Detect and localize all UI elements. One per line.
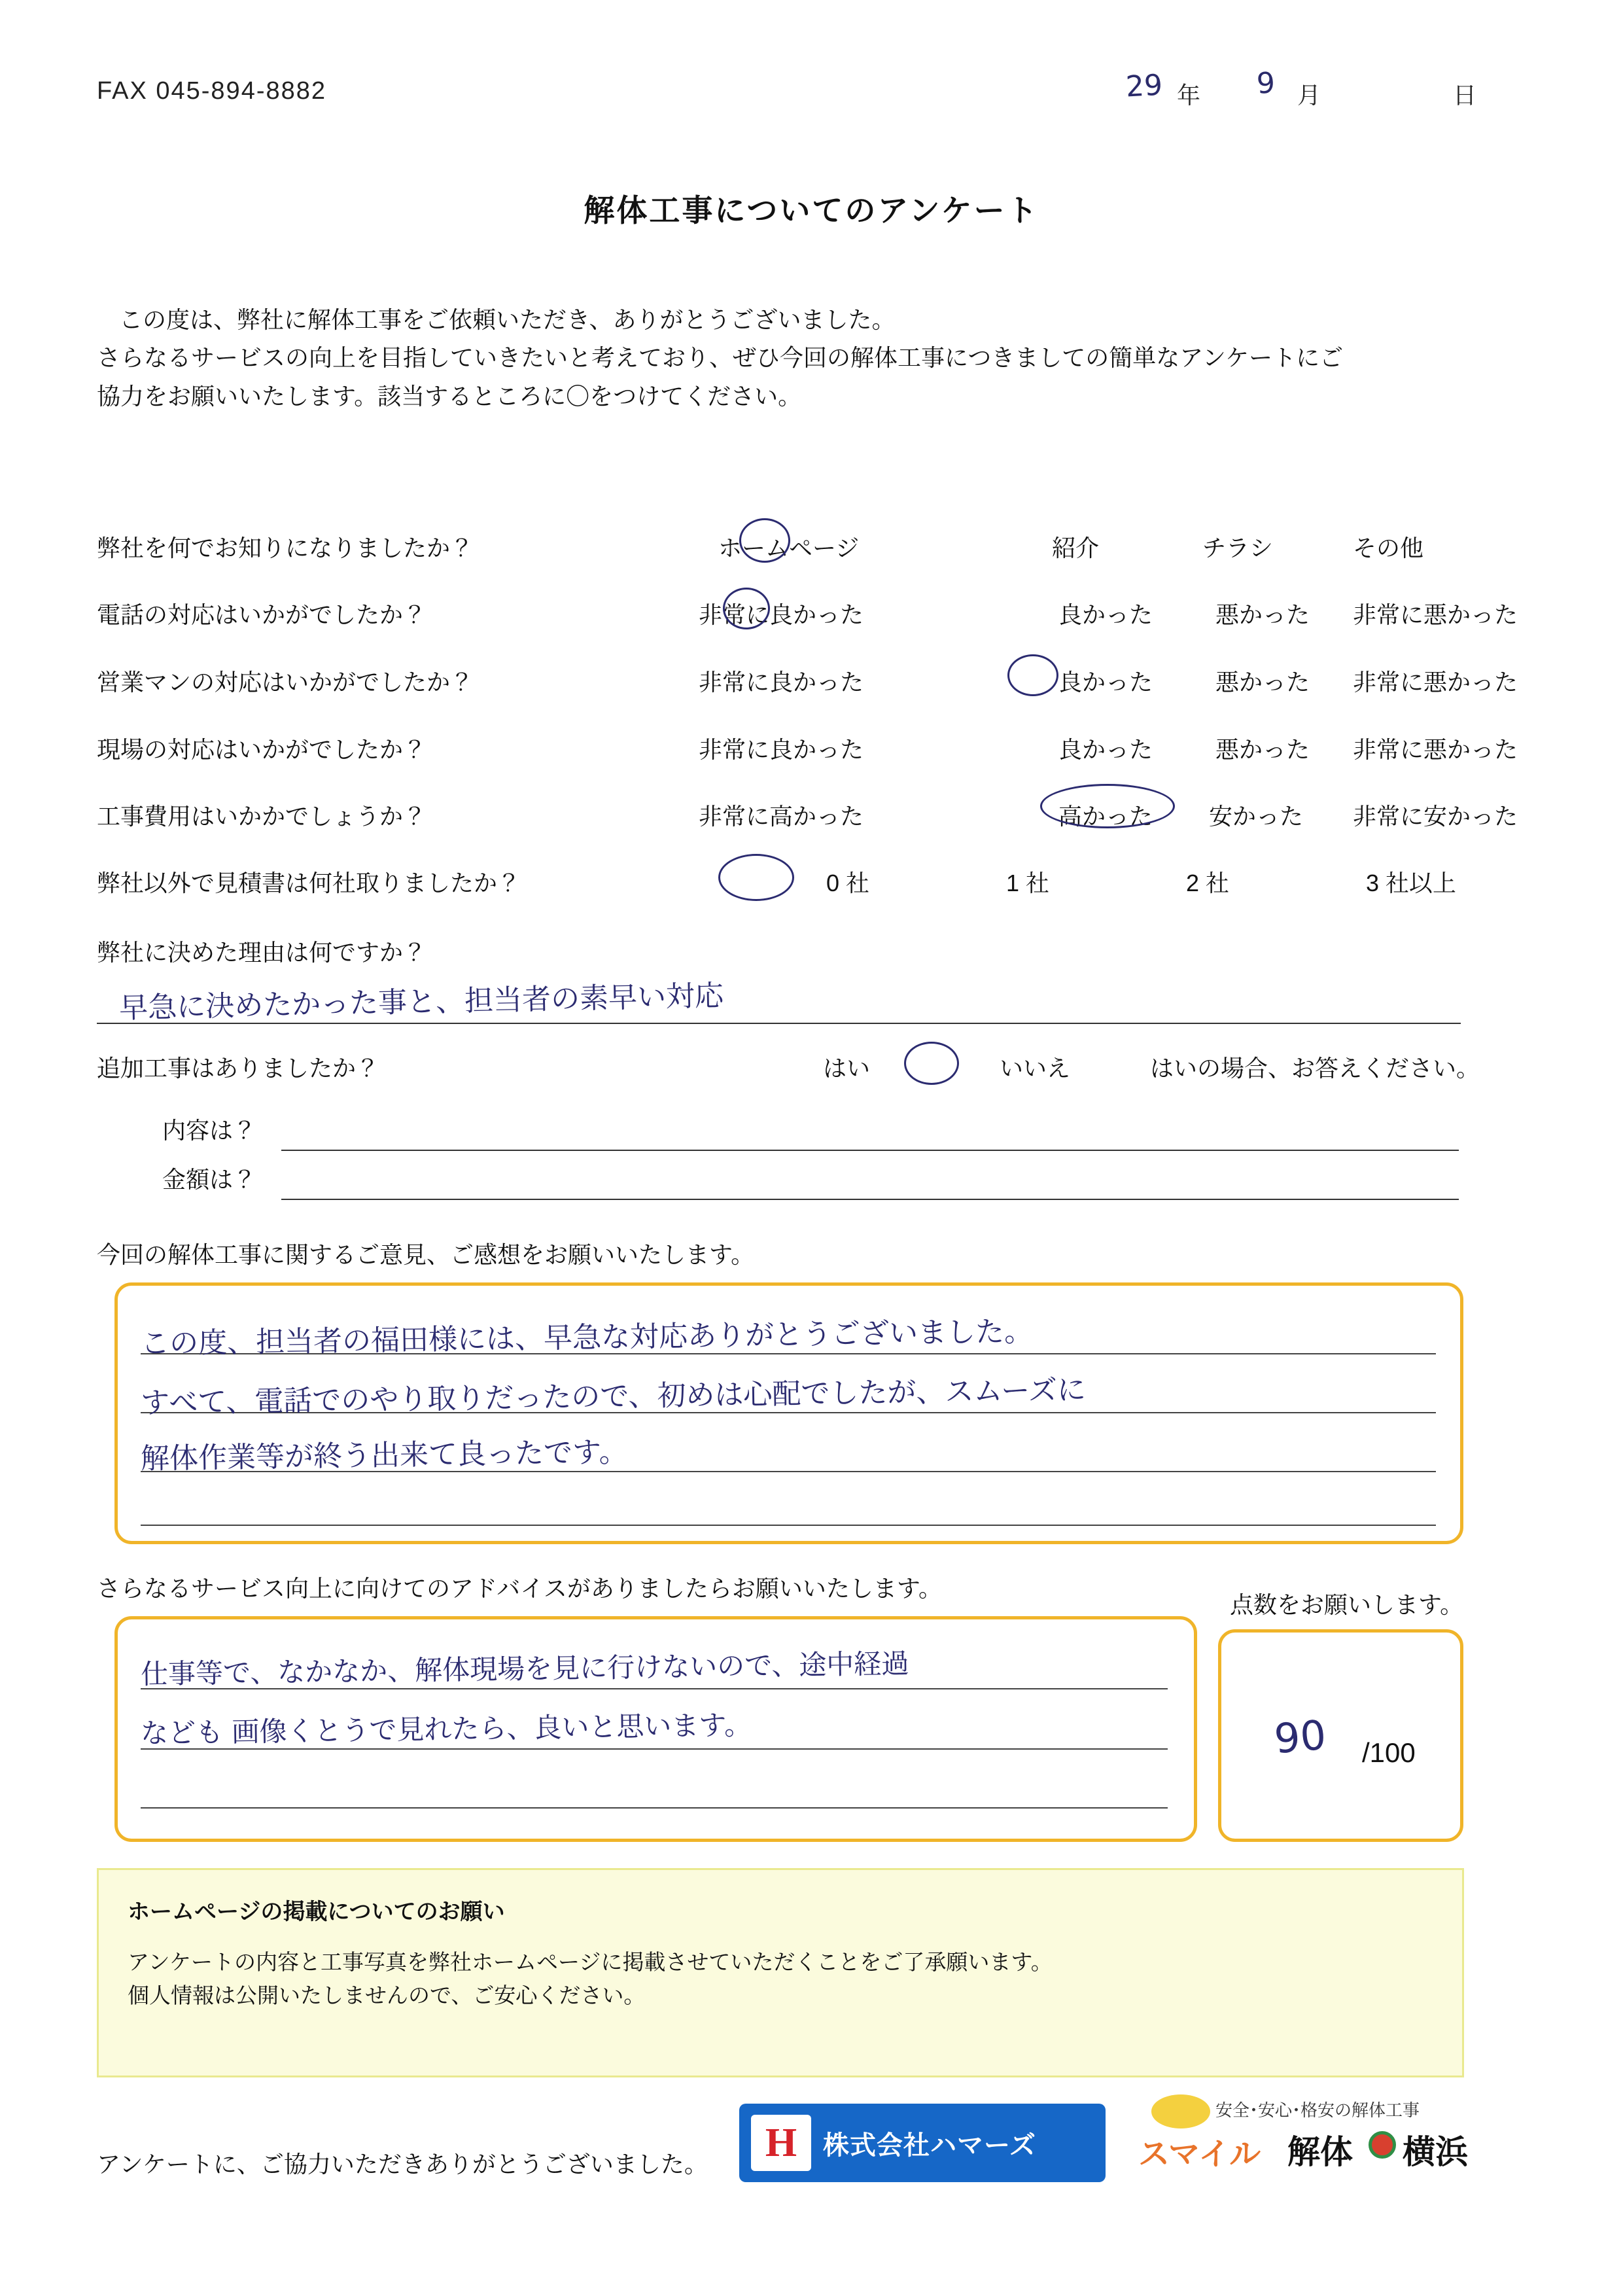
question-row-estimates xyxy=(97,865,1536,904)
question-label-source: 弊社を何でお知りになりましたか？ xyxy=(97,535,474,561)
question-label-cost: 工事費用はいかかでしょうか？ xyxy=(97,803,427,830)
additional-amount-line[interactable] xyxy=(281,1199,1459,1200)
intro-line-2: さらなるサービスの向上を目指していきたいと考えており、ぜひ今回の解体工事につきましての簡単なアンケートにご xyxy=(97,344,1344,372)
opinion-handwritten-line-1: この度、担当者の福田様には、早急な対応ありがとうございました。 xyxy=(140,1315,1034,1361)
hamers-company-name: 株式会社ハマーズ xyxy=(823,2130,1036,2160)
option-referral[interactable]: 紹介 xyxy=(1052,535,1100,561)
advice-label: さらなるサービス向上に向けてのアドバイスがありましたらお願いいたします。 xyxy=(97,1575,943,1602)
date-month-label: 月 xyxy=(1297,82,1321,109)
option-cost-cheap[interactable]: 安かった xyxy=(1209,803,1304,830)
option-cost-very-cheap[interactable]: 非常に安かった xyxy=(1353,803,1518,830)
score-label: 点数をお願いします。 xyxy=(1230,1591,1464,1618)
option-sales-very-good[interactable]: 非常に良かった xyxy=(699,669,864,696)
question-row-site xyxy=(97,732,1536,771)
brand-yokohama-word: 横浜 xyxy=(1403,2134,1468,2170)
additional-amount-label: 金額は？ xyxy=(162,1166,257,1193)
opinion-handwritten-line-2: すべて、電話でのやり取りだったので、初めは心配でしたが、スムーズに xyxy=(140,1373,1087,1421)
question-row-reason xyxy=(97,934,1536,974)
question-row-additional xyxy=(97,1050,1536,1089)
brand-smile-word: スマイル xyxy=(1138,2137,1261,2172)
brand-kaitai-word: 解体 xyxy=(1287,2134,1353,2170)
option-phone-very-bad[interactable]: 非常に悪かった xyxy=(1353,601,1518,628)
notice-line-2: 個人情報は公開いたしませんので、ご安心ください。 xyxy=(128,1983,646,2008)
brand-tagline: 安全･安心･格安の解体工事 xyxy=(1215,2100,1420,2120)
intro-line-3: 協力をお願いいたします。該当するところに〇をつけてください。 xyxy=(97,382,802,410)
opinion-handwritten-line-3: 解体作業等が終う出来て良ったです。 xyxy=(140,1435,628,1476)
date-field xyxy=(1126,65,1531,111)
question-label-sales: 営業マンの対応はいかがでしたか？ xyxy=(97,669,474,696)
question-label-reason: 弊社に決めた理由は何ですか？ xyxy=(97,939,427,966)
score-box[interactable] xyxy=(1218,1629,1463,1842)
cloud-icon xyxy=(1151,2094,1210,2128)
question-row-phone xyxy=(97,597,1536,636)
question-row-source xyxy=(97,530,1536,569)
target-icon xyxy=(1369,2131,1396,2159)
reason-answer-line xyxy=(97,1023,1461,1024)
advice-handwritten-line-2: なども 画像くとうで見れたら、良いと思います。 xyxy=(140,1708,752,1750)
fax-number: FAX 045-894-8882 xyxy=(97,77,327,105)
opinion-line-4-rule xyxy=(141,1525,1436,1526)
option-site-very-bad[interactable]: 非常に悪かった xyxy=(1353,736,1518,763)
hamers-logo xyxy=(739,2104,1106,2182)
score-denominator: /100 xyxy=(1362,1737,1416,1768)
question-label-additional: 追加工事はありましたか？ xyxy=(97,1055,380,1082)
score-value: 90 xyxy=(1272,1710,1328,1763)
date-year-label: 年 xyxy=(1177,82,1201,109)
option-cost-high[interactable]: 高かった xyxy=(1058,803,1153,830)
opinion-label: 今回の解体工事に関するご意見、ご感想をお願いいたします。 xyxy=(97,1241,755,1268)
option-additional-no[interactable]: いいえ xyxy=(1000,1055,1071,1082)
option-sales-very-bad[interactable]: 非常に悪かった xyxy=(1353,669,1518,696)
intro-line-1: この度は、弊社に解体工事をご依頼いただき、ありがとうございました。 xyxy=(119,306,896,333)
advice-line-3-rule xyxy=(141,1807,1168,1809)
option-flyer[interactable]: チラシ xyxy=(1202,535,1274,561)
page-title: 解体工事についてのアンケート xyxy=(584,193,1039,228)
date-year-value: 29 xyxy=(1125,68,1164,104)
notice-box xyxy=(97,1868,1464,2077)
additional-amount-row xyxy=(162,1161,1601,1201)
option-site-very-good[interactable]: 非常に良かった xyxy=(699,736,864,763)
notice-line-1: アンケートの内容と工事写真を弊社ホームページに掲載させていただくことをご了承願います。 xyxy=(128,1950,1053,1974)
option-estimates-1[interactable]: 1 社 xyxy=(1006,870,1050,896)
reason-answer-handwritten: 早急に決めたかった事と、担当者の素早い対応 xyxy=(118,979,724,1025)
intro-paragraph xyxy=(97,301,1523,415)
hamers-logo-letter: H xyxy=(751,2115,811,2171)
option-other[interactable]: その他 xyxy=(1353,535,1424,561)
additional-note: はいの場合、お答えください。 xyxy=(1150,1055,1480,1082)
advice-handwritten-line-1: 仕事等で、なかなか、解体現場を見に行けないので、途中経過 xyxy=(140,1647,909,1691)
option-estimates-3[interactable]: 3 社以上 xyxy=(1366,870,1457,896)
additional-content-line[interactable] xyxy=(281,1150,1459,1151)
question-row-cost xyxy=(97,798,1536,838)
option-phone-very-good[interactable]: 非常に良かった xyxy=(699,601,864,628)
option-homepage[interactable]: ホームページ xyxy=(718,535,860,561)
question-label-estimates: 弊社以外で見積書は何社取りましたか？ xyxy=(97,870,521,896)
option-additional-yes[interactable]: はい xyxy=(823,1055,871,1082)
option-cost-very-high[interactable]: 非常に高かった xyxy=(699,803,864,830)
option-estimates-2[interactable]: 2 社 xyxy=(1186,870,1230,896)
date-month-value: 9 xyxy=(1255,66,1276,101)
option-phone-good[interactable]: 良かった xyxy=(1058,601,1153,628)
question-label-phone: 電話の対応はいかがでしたか？ xyxy=(97,601,427,628)
question-label-site: 現場の対応はいかがでしたか？ xyxy=(97,736,427,763)
option-phone-bad[interactable]: 悪かった xyxy=(1215,601,1310,628)
footer-thanks: アンケートに、ご協力いただきありがとうございました。 xyxy=(97,2151,708,2178)
smile-kaitai-logo xyxy=(1138,2091,1505,2189)
additional-content-label: 内容は？ xyxy=(162,1117,257,1144)
option-estimates-0[interactable]: 0 社 xyxy=(826,870,870,896)
notice-title: ホームページの掲載についてのお願い xyxy=(128,1899,505,1924)
date-day-label: 日 xyxy=(1453,82,1477,109)
option-sales-bad[interactable]: 悪かった xyxy=(1215,669,1310,696)
opinion-label-row xyxy=(97,1237,1536,1276)
additional-content-row xyxy=(162,1112,1601,1152)
option-site-good[interactable]: 良かった xyxy=(1058,736,1153,763)
option-sales-good[interactable]: 良かった xyxy=(1058,669,1153,696)
question-row-sales xyxy=(97,664,1536,703)
option-site-bad[interactable]: 悪かった xyxy=(1215,736,1310,763)
